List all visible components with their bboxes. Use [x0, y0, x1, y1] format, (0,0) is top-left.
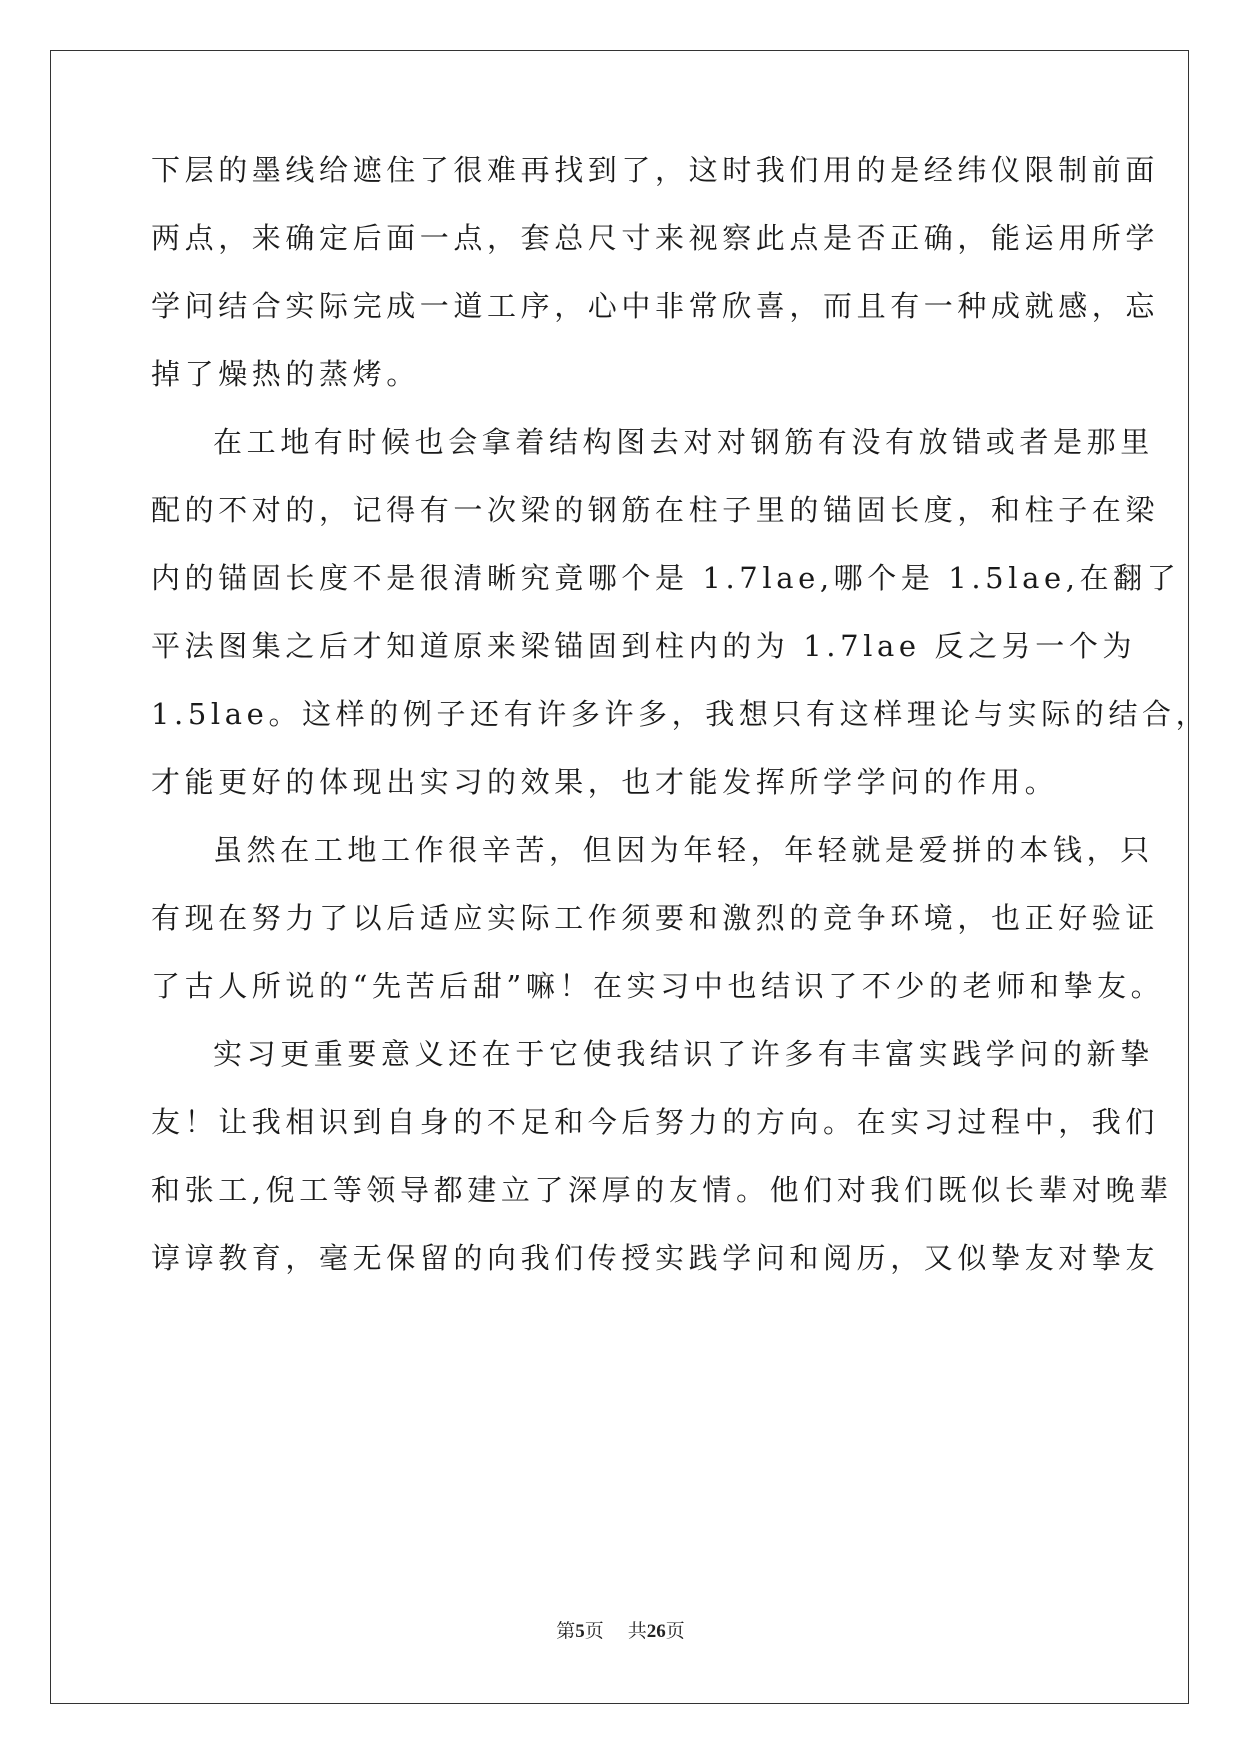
text-line: 谆谆教育，毫无保留的向我们传授实践学问和阅历，又似挚友对挚友 — [151, 1241, 1160, 1275]
text-line: 平法图集之后才知道原来梁锚固到柱内的为 1.7lae 反之另一个为 — [151, 629, 1137, 663]
text-line: 有现在努力了以后适应实际工作须要和激烈的竞争环境，也正好验证 — [151, 901, 1160, 935]
paragraph-first-line: 实习更重要意义还在于它使我结识了许多有丰富实践学问的新挚 — [213, 1037, 1154, 1071]
total-prefix: 共 — [627, 1621, 647, 1642]
text-line: 配的不对的，记得有一次梁的钢筋在柱子里的锚固长度，和柱子在梁 — [151, 493, 1160, 527]
text-line: 才能更好的体现出实习的效果，也才能发挥所学学问的作用。 — [151, 765, 1059, 799]
text-line: 学问结合实际完成一道工序，心中非常欣喜，而且有一种成就感，忘 — [151, 289, 1160, 323]
text-line: 和张工,倪工等领导都建立了深厚的友情。他们对我们既似长辈对晚辈 — [151, 1173, 1173, 1207]
page-prefix: 第 — [556, 1621, 576, 1642]
total-pages: 26 — [646, 1621, 666, 1642]
paragraph-first-line: 在工地有时候也会拿着结构图去对对钢筋有没有放错或者是那里 — [213, 425, 1154, 459]
text-line: 友！让我相识到自身的不足和今后努力的方向。在实习过程中，我们 — [151, 1105, 1160, 1139]
text-line: 两点，来确定后面一点，套总尺寸来视察此点是否正确，能运用所学 — [151, 221, 1160, 255]
text-line: 内的锚固长度不是很清晰究竟哪个是 1.7lae,哪个是 1.5lae,在翻了 — [151, 561, 1181, 595]
total-suffix: 页 — [665, 1621, 685, 1642]
text-line: 掉了燥热的蒸烤。 — [151, 357, 420, 391]
text-line: 1.5lae。这样的例子还有许多许多，我想只有这样理论与实际的结合， — [151, 697, 1210, 731]
text-line: 了古人所说的“先苦后甜”嘛！在实习中也结识了不少的老师和挚友。 — [151, 969, 1165, 1003]
page-number: 5 — [575, 1621, 585, 1642]
paragraph-first-line: 虽然在工地工作很辛苦，但因为年轻，年轻就是爱拼的本钱，只 — [213, 833, 1154, 867]
page-footer — [0, 1616, 1241, 1643]
page-suffix: 页 — [584, 1621, 604, 1642]
text-line: 下层的墨线给遮住了很难再找到了，这时我们用的是经纬仪限制前面 — [151, 153, 1160, 187]
